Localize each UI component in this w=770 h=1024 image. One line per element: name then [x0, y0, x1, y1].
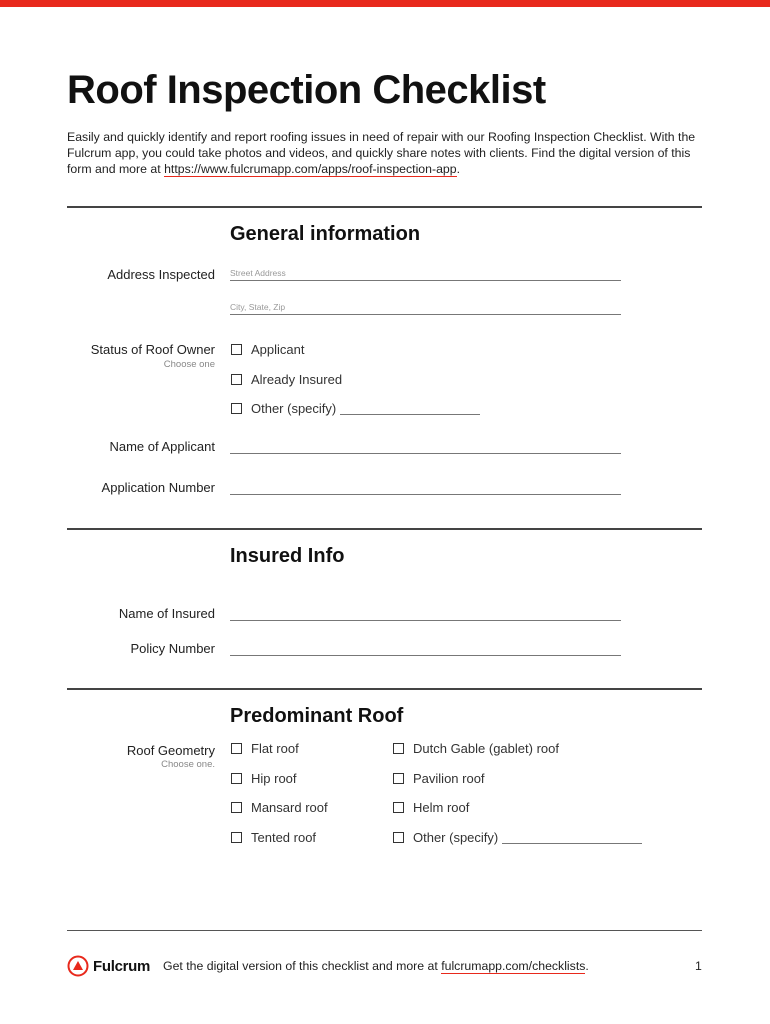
footer-end: .	[585, 959, 589, 973]
logo-text: Fulcrum	[93, 957, 151, 975]
section-divider	[67, 528, 702, 530]
section-title-general: General information	[230, 223, 421, 245]
street-address-placeholder: Street Address	[230, 268, 286, 278]
section-title-roof: Predominant Roof	[230, 705, 404, 727]
application-number-label: Application Number	[101, 480, 215, 495]
page-number: 1	[695, 959, 702, 973]
application-number-field[interactable]	[230, 479, 621, 495]
checklists-link[interactable]: fulcrumapp.com/checklists	[441, 959, 586, 973]
footer-message: Get the digital version of this checklist and more at	[163, 959, 442, 973]
checkbox[interactable]	[231, 773, 242, 784]
footer-divider	[67, 930, 702, 931]
checkbox[interactable]	[231, 743, 242, 754]
option-label: Applicant	[251, 342, 305, 357]
checkbox[interactable]	[393, 773, 404, 784]
status-option-other[interactable]	[231, 401, 480, 416]
option-label: Other (specify)	[251, 401, 337, 416]
roof-option-flat[interactable]	[231, 741, 299, 756]
street-address-field[interactable]	[230, 265, 621, 281]
checkbox[interactable]	[393, 802, 404, 813]
option-label: Helm roof	[413, 800, 470, 815]
roof-option-tented[interactable]	[231, 830, 316, 845]
status-option-already-insured[interactable]	[231, 372, 342, 387]
option-label: Other (specify)	[413, 830, 499, 845]
checkbox[interactable]	[393, 832, 404, 843]
option-label: Mansard roof	[251, 800, 328, 815]
address-label: Address Inspected	[107, 267, 215, 282]
insured-name-label: Name of Insured	[118, 606, 215, 621]
roof-option-pavilion[interactable]	[393, 771, 485, 786]
roof-inspection-app-link[interactable]: https://www.fulcrumapp.com/apps/roof-inspection-app	[164, 162, 457, 176]
roof-geometry-label: Roof Geometry	[126, 743, 215, 758]
fulcrum-logo-icon	[67, 955, 89, 977]
other-specify-field[interactable]	[340, 402, 480, 415]
section-title-insured: Insured Info	[230, 545, 345, 567]
option-label: Pavilion roof	[413, 771, 485, 786]
option-label: Hip roof	[251, 771, 297, 786]
city-state-zip-placeholder: City, State, Zip	[230, 302, 286, 312]
intro-paragraph	[67, 129, 697, 177]
city-state-zip-field[interactable]	[230, 299, 621, 315]
checkbox[interactable]	[231, 403, 242, 414]
page-title: Roof Inspection Checklist	[67, 68, 546, 112]
footer-text	[163, 959, 589, 973]
section-divider	[67, 688, 702, 690]
status-option-applicant[interactable]	[231, 342, 304, 357]
fulcrum-logo	[67, 955, 150, 977]
applicant-name-label: Name of Applicant	[109, 439, 215, 454]
checkbox[interactable]	[231, 344, 242, 355]
option-label: Tented roof	[251, 830, 317, 845]
roof-option-other[interactable]	[393, 830, 642, 845]
option-label: Dutch Gable (gablet) roof	[413, 741, 559, 756]
roof-option-dutch-gable[interactable]	[393, 741, 559, 756]
checkbox[interactable]	[393, 743, 404, 754]
intro-end: .	[456, 162, 461, 176]
roof-option-helm[interactable]	[393, 800, 469, 815]
intro-text: Easily and quickly identify and report roofing issues in need of repair with our Roofing Inspection Checklist. With the Fulcrum app, you could take photos and videos, and quickly share notes with clients. Find the digital version of this form and more at	[67, 130, 696, 176]
status-label: Status of Roof Owner	[90, 342, 215, 357]
roof-option-hip[interactable]	[231, 771, 297, 786]
section-divider	[67, 206, 702, 208]
policy-number-label: Policy Number	[130, 641, 215, 656]
checkbox[interactable]	[231, 374, 242, 385]
policy-number-field[interactable]	[230, 640, 621, 656]
roof-geometry-hint: Choose one.	[161, 759, 215, 770]
option-label: Flat roof	[251, 741, 299, 756]
checkbox[interactable]	[231, 802, 242, 813]
applicant-name-field[interactable]	[230, 438, 621, 454]
insured-name-field[interactable]	[230, 605, 621, 621]
other-specify-field[interactable]	[502, 831, 642, 844]
checkbox[interactable]	[231, 832, 242, 843]
roof-option-mansard[interactable]	[231, 800, 328, 815]
top-accent-bar	[0, 0, 770, 7]
option-label: Already Insured	[251, 372, 343, 387]
status-hint: Choose one	[163, 359, 215, 370]
